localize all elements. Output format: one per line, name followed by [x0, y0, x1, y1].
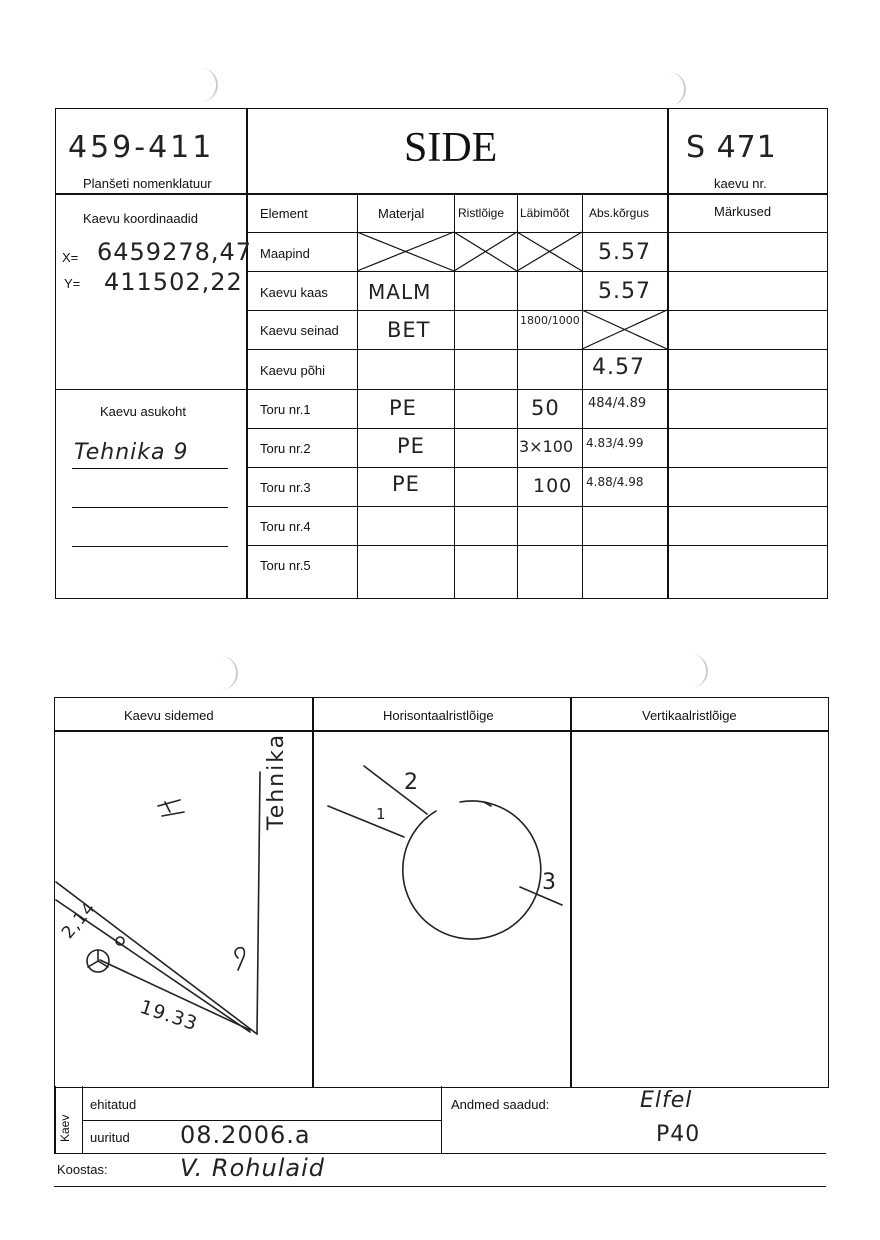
- form-title: SIDE: [404, 125, 498, 171]
- uuritud-value: 08.2006.a: [180, 1121, 311, 1149]
- distance-b: 19.33: [137, 996, 201, 1036]
- andmed-value-1: Elfel: [640, 1088, 693, 1113]
- pipe-label-3: 3: [542, 870, 557, 895]
- x-label: X=: [62, 250, 79, 265]
- row-label-kaevu-pohi: Kaevu põhi: [260, 363, 326, 378]
- row-label-kaevu-kaas: Kaevu kaas: [260, 285, 328, 300]
- materjal-kaevu-seinad: BET: [387, 318, 431, 342]
- andmed-label: Andmed saadud:: [451, 1097, 550, 1112]
- col-header-materjal: Materjal: [378, 206, 425, 221]
- col-header-sidemed: Kaevu sidemed: [124, 708, 214, 723]
- materjal-toru-1: PE: [389, 396, 417, 420]
- y-label: Y=: [64, 276, 81, 291]
- location-label: Kaevu asukoht: [100, 404, 187, 419]
- col-header-markused: Märkused: [714, 204, 772, 219]
- row-label-toru-3: Toru nr.3: [260, 480, 311, 495]
- materjal-toru-3: PE: [392, 472, 420, 496]
- well-number: S 471: [686, 130, 777, 165]
- labimoot-toru-1: 50: [531, 396, 560, 420]
- well-number-label: kaevu nr.: [714, 176, 767, 191]
- col-header-vertikaal: Vertikaalristlõige: [642, 708, 737, 723]
- abs-toru-3: 4.88/4.98: [586, 475, 644, 489]
- coordinates-label: Kaevu koordinaadid: [83, 211, 198, 226]
- row-label-toru-1: Toru nr.1: [260, 402, 311, 417]
- col-header-element: Element: [260, 206, 308, 221]
- x-coordinate: 6459278,47: [97, 238, 253, 266]
- pipe-label-2: 2: [404, 770, 419, 795]
- location-value: Tehnika 9: [74, 440, 189, 465]
- abs-kaevu-kaas: 5.57: [598, 279, 651, 304]
- sheet-number: 459-411: [68, 130, 215, 165]
- andmed-value-2: P40: [656, 1122, 701, 1147]
- col-header-horisontaal: Horisontaalristlõige: [383, 708, 494, 723]
- uuritud-label: uuritud: [90, 1130, 130, 1145]
- labimoot-toru-2: 3×100: [519, 437, 574, 456]
- row-label-toru-2: Toru nr.2: [260, 441, 311, 456]
- row-label-toru-4: Toru nr.4: [260, 519, 311, 534]
- koostas-label: Koostas:: [57, 1162, 108, 1177]
- abs-toru-1: 484/4.89: [588, 396, 647, 411]
- abs-kaevu-pohi: 4.57: [592, 355, 645, 380]
- materjal-toru-2: PE: [397, 434, 425, 458]
- abs-toru-2: 4.83/4.99: [586, 436, 644, 450]
- abs-maapind: 5.57: [598, 240, 651, 265]
- col-header-ristloige: Ristlõige: [458, 206, 505, 220]
- row-label-maapind: Maapind: [260, 246, 310, 261]
- koostas-value: V. Rohulaid: [180, 1154, 325, 1182]
- row-label-kaevu-seinad: Kaevu seinad: [260, 323, 339, 338]
- y-coordinate: 411502,22: [104, 268, 243, 296]
- col-header-abs: Abs.kõrgus: [589, 206, 650, 220]
- pipe-label-1: 1: [376, 805, 387, 823]
- distance-a: 2,14: [58, 897, 101, 943]
- materjal-kaevu-kaas: MALM: [368, 280, 432, 304]
- street-label: Tehnika: [264, 732, 289, 830]
- labimoot-toru-3: 100: [533, 475, 573, 497]
- labimoot-kaevu-seinad: 1800/1000: [520, 314, 580, 327]
- row-label-toru-5: Toru nr.5: [260, 558, 311, 573]
- sheet-label: Planšeti nomenklatuur: [83, 176, 212, 191]
- ehitatud-label: ehitatud: [90, 1097, 137, 1112]
- col-header-labimoot: Läbimõõt: [520, 206, 570, 220]
- kaev-label: Kaev: [58, 1114, 72, 1142]
